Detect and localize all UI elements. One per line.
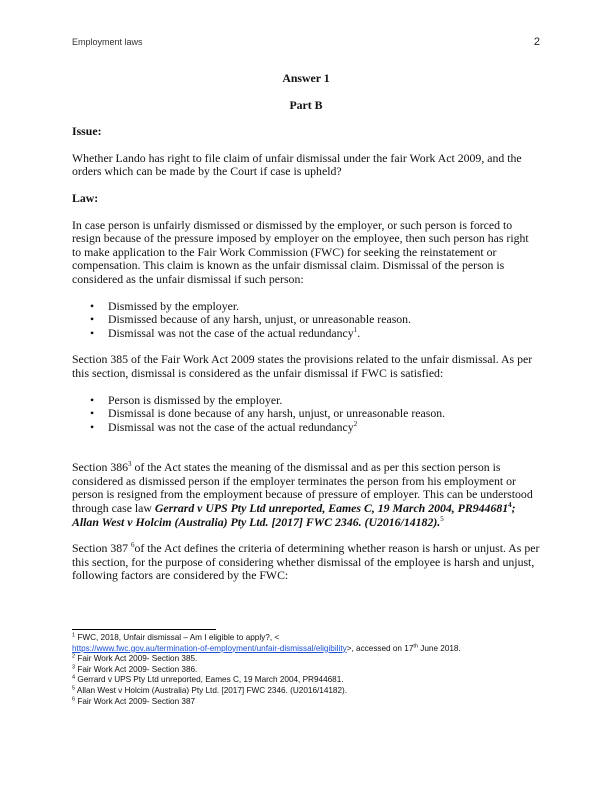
footnote-link[interactable]: https://www.fwc.gov.au/termination-of-employment/unfair-dismissal/eligibility [72, 643, 347, 653]
footnote-separator [72, 629, 216, 630]
list-item [108, 313, 540, 327]
footnote-superscript: th [413, 642, 418, 649]
list-item-text: Dismissal was not the case of the actual redundancy [108, 419, 354, 434]
footnote-number: 2 [72, 653, 76, 660]
running-header-title: Employment laws [72, 37, 143, 47]
footnote-number: 3 [72, 664, 76, 671]
case-citation-gerrard: Gerrard v UPS Pty Ltd unreported, Eames C, 19 March 2004, PR944681 [154, 501, 509, 516]
footnote-text: Fair Work Act 2009- Section 385. [75, 654, 198, 664]
footnote-ref[interactable]: 6 [130, 541, 135, 550]
heading-answer: Answer 1 [282, 71, 330, 85]
footnote-ref[interactable]: 5 [440, 514, 444, 523]
footnote-ref[interactable]: 2 [353, 419, 358, 428]
section-387-lead: Section 387 [72, 541, 131, 556]
footnote-number: 5 [72, 685, 76, 692]
dismissal-criteria-list [72, 300, 540, 341]
footnote-2 [72, 654, 540, 665]
issue-paragraph: Whether Lando has right to file claim of unfair dismissal under the fair Work Act 2009, and the orders which can be made by the Court if case is upheld? [72, 150, 522, 179]
footnote-text: Fair Work Act 2009- Section 386. [75, 664, 198, 674]
footnote-number: 1 [72, 632, 76, 639]
heading-law: Law: [72, 190, 99, 205]
footnote-text: >, accessed on 17 [346, 643, 414, 653]
footnote-ref[interactable]: 3 [128, 460, 132, 469]
section-386-text: of the Act states the meaning of the dismissal and as per this section person is considered as dismissed person if the employer terminates the person from his employment or person is resigned from the employment because of pressure of employer. This can be understood through case law [72, 460, 533, 516]
list-item [108, 421, 540, 435]
footnote-4 [72, 675, 540, 686]
section-387-text: of the Act defines the criteria of determining whether reason is harsh or unjust. As per this section, for the purpose of considering whether dismissal of the employee is harsh and unjust, following factors are considered by the FWC: [72, 541, 540, 583]
list-item [108, 327, 540, 341]
list-item [108, 407, 540, 421]
footnote-1 [72, 633, 540, 654]
footnote-number: 6 [72, 695, 76, 702]
section-387-paragraph [72, 542, 540, 583]
list-item [108, 300, 540, 314]
section-385-paragraph: Section 385 of the Fair Work Act 2009 states the provisions related to the unfair dismissal. As per this section, dismissal is considered as the unfair dismissal if FWC is satisfied: [72, 352, 533, 380]
law-intro-paragraph: In case person is unfairly dismissed or dismissed by the employer, or such person is forced to resign because of the pressure imposed by employer on the employee, then such person has right to make application to the Fair Work Commission (FWC) for seeking the reinstatement or compensation. This claim is known as the unfair dismissal claim. Dismissal of the person is considered as the unfair dismissal if such person: [72, 217, 529, 286]
footnote-text: Fair Work Act 2009- Section 387 [75, 696, 196, 706]
list-item-text: Dismissed by the employer. [108, 298, 240, 313]
footnote-6 [72, 697, 540, 708]
list-item-text: Dismissal is done because of any harsh, unjust, or unreasonable reason. [108, 406, 446, 421]
footnote-text: Gerrard v UPS Pty Ltd unreported, Eames C, 19 March 2004, PR944681. [75, 675, 344, 685]
footnote-5 [72, 686, 540, 697]
footnote-3 [72, 665, 540, 676]
footnote-number: 4 [72, 674, 76, 681]
fwc-satisfied-list [72, 394, 540, 435]
footnote-text: FWC, 2018, Unfair dismissal – Am I eligible to apply?, < [75, 633, 280, 642]
list-item-text: Dismissed because of any harsh, unjust, or unreasonable reason. [108, 312, 412, 327]
list-item-text: Person is dismissed by the employer. [108, 392, 283, 407]
footnote-ref[interactable]: 4 [508, 501, 512, 510]
footnote-text: Allan West v Holcim (Australia) Pty Ltd. [2017] FWC 2346. (U2016/14182). [75, 685, 348, 695]
page-number: 2 [533, 36, 540, 48]
list-item [108, 394, 540, 408]
list-item-end: . [357, 325, 361, 340]
section-386-paragraph [72, 461, 540, 529]
footnote-ref[interactable]: 1 [353, 325, 358, 334]
case-citation-allan-west: ; Allan West v Holcim (Australia) Pty Ltd. [2017] FWC 2346. (U2016/14182). [72, 501, 516, 529]
document-body [72, 72, 540, 583]
footnotes-section [72, 629, 540, 707]
section-386-lead: Section 386 [72, 460, 129, 475]
heading-part: Part B [289, 97, 323, 112]
list-item-text: Dismissal was not the case of the actual redundancy [108, 325, 354, 340]
heading-issue: Issue: [72, 124, 102, 139]
footnote-text: June 2018. [417, 643, 461, 653]
